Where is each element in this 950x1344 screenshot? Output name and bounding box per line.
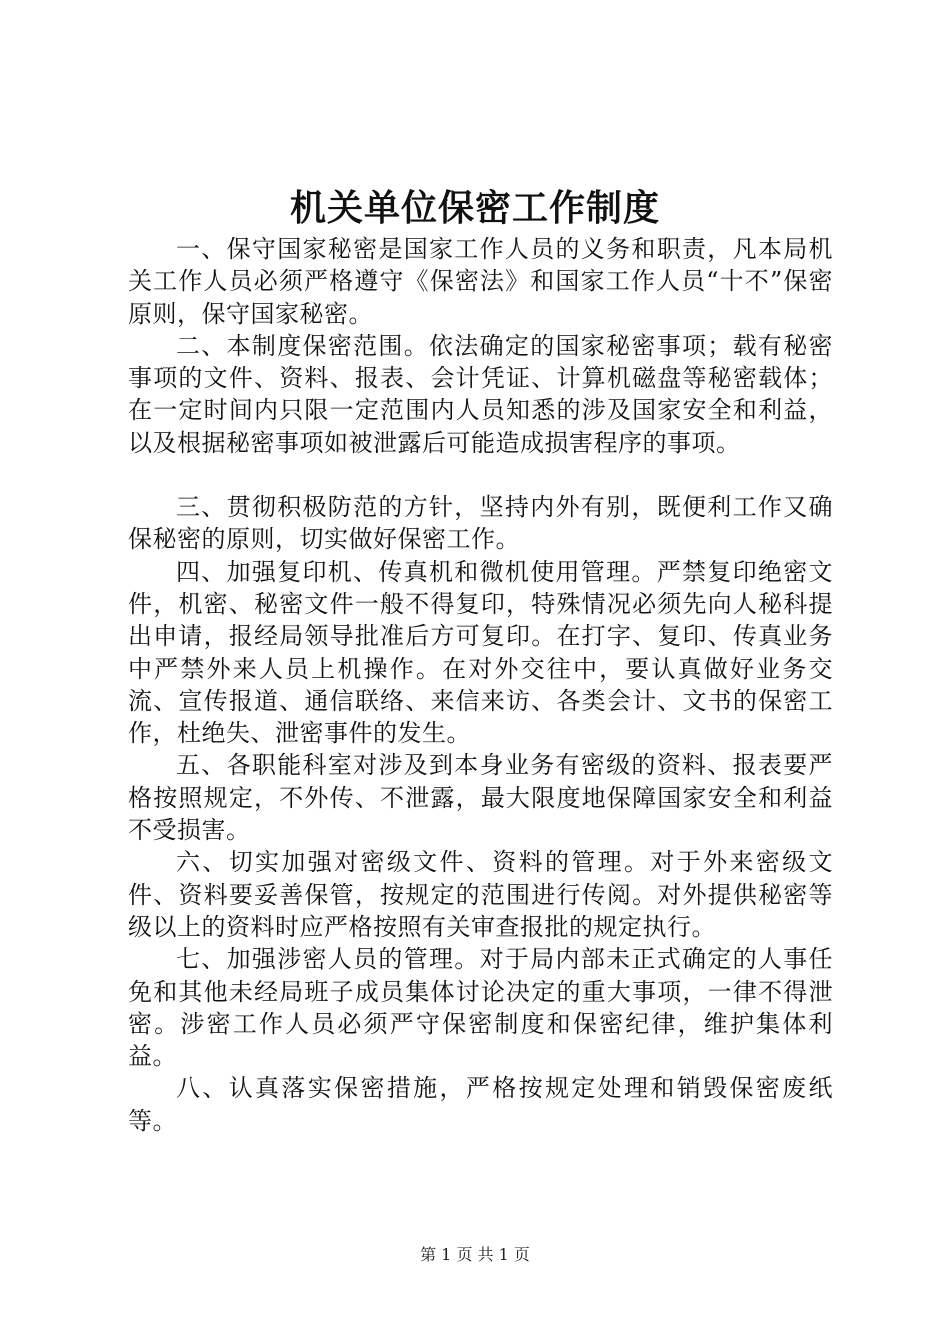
paragraph-8: 八、认真落实保密措施，严格按规定处理和销毁保密废纸等。 bbox=[128, 1074, 833, 1135]
paragraph-2: 二、本制度保密范围。依法确定的国家秘密事项；载有秘密事项的文件、资料、报表、会计凭证、计算机磁盘等秘密载体；在一定时间内只限一定范围内人员知悉的涉及国家安全和利益，以及根据秘密事项如被泄露后可能造成损害程序的事项。 bbox=[128, 331, 833, 457]
paragraph-6: 六、切实加强对密级文件、资料的管理。对于外来密级文件、资料要妥善保管，按规定的范围进行传阅。对外提供秘密等级以上的资料时应严格按照有关审查报批的规定执行。 bbox=[128, 848, 833, 941]
page-number-footer: 第 1 页 共 1 页 bbox=[420, 1245, 530, 1264]
paragraph-4: 四、加强复印机、传真机和微机使用管理。严禁复印绝密文件，机密、秘密文件一般不得复印，特殊情况必须先向人秘科提出申请，报经局领导批准后方可复印。在打字、复印、传真业务中严禁外来人员上机操作。在对外交往中，要认真做好业务交流、宣传报道、通信联络、来信来访、各类会计、文书的保密工作，杜绝失、泄密事件的发生。 bbox=[128, 557, 833, 748]
paragraph-3: 三、贯彻积极防范的方针，坚持内外有别，既便利工作又确保秘密的原则，切实做好保密工作。 bbox=[128, 493, 833, 554]
paragraph-7: 七、加强涉密人员的管理。对于局内部未正式确定的人事任免和其他未经局班子成员集体讨论决定的重大事项，一律不得泄密。涉密工作人员必须严守保密制度和保密纪律，维护集体利益。 bbox=[128, 945, 833, 1071]
paragraph-5: 五、各职能科室对涉及到本身业务有密级的资料、报表要严格按照规定，不外传、不泄露，最大限度地保障国家安全和利益不受损害。 bbox=[128, 751, 833, 845]
document-body bbox=[128, 233, 833, 1137]
document-title: 机关单位保密工作制度 bbox=[289, 187, 660, 229]
paragraph-1: 一、保守国家秘密是国家工作人员的义务和职责，凡本局机关工作人员必须严格遵守《保密法》和国家工作人员“十不”保密原则，保守国家秘密。 bbox=[128, 235, 833, 328]
